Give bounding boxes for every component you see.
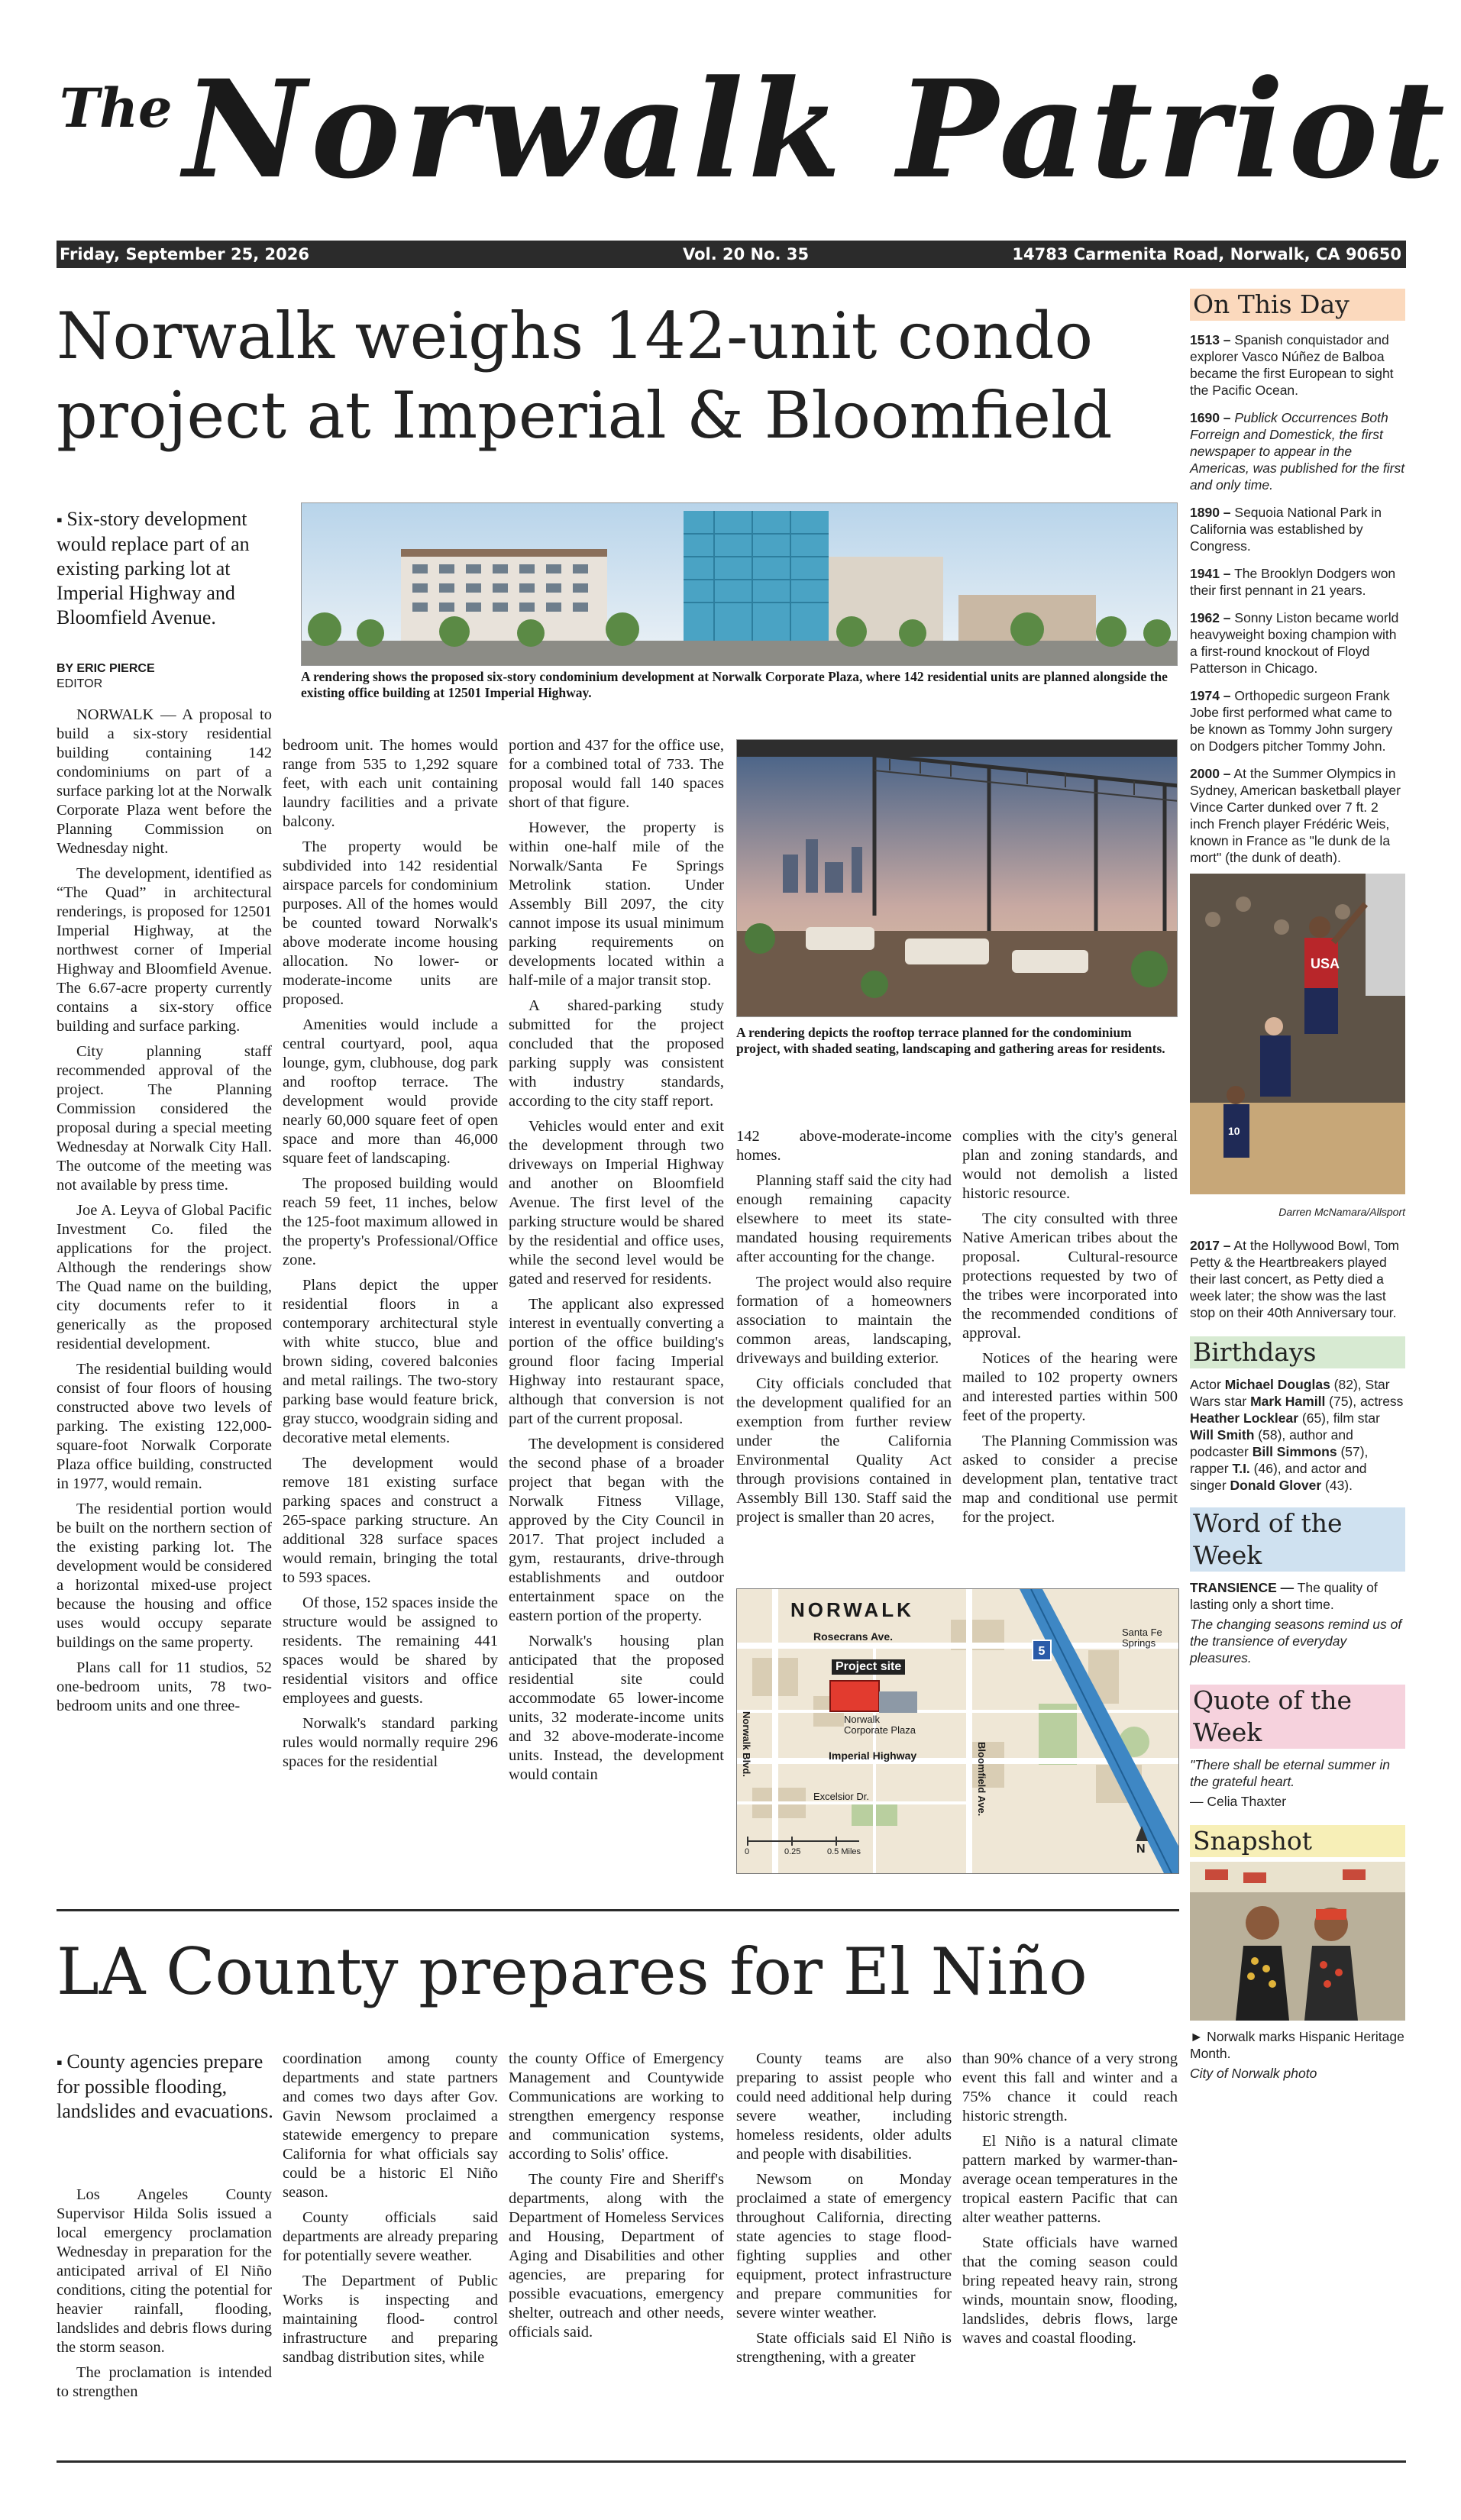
masthead-title: Norwalk Patriot xyxy=(183,50,1450,208)
map-bloomfield: Bloomfield Ave. xyxy=(976,1742,987,1817)
on-this-day-entry xyxy=(1190,504,1405,554)
entry-text: At the Summer Olympics in Sydney, American basketball player Vince Carter dunked over 7 ft. 2 inch French player Frédéric Weis, known in France as "le dunk de la mort" (the dunk of death). xyxy=(1190,766,1401,865)
entry-year: 1513 – xyxy=(1190,332,1231,347)
paragraph: Notices of the hearing were mailed to 102 property owners and interested parties within 500 feet of the property. xyxy=(962,1350,1178,1424)
map-excelsior: Excelsior Dr. xyxy=(813,1791,869,1802)
paragraph: The project would also require formation of a homeowners association to maintain the common areas, landscaping, driveways and building exterior. xyxy=(736,1274,952,1367)
map-title: NORWALK xyxy=(790,1598,914,1621)
story2-col4 xyxy=(736,2050,952,2373)
map-plaza: Norwalk Corporate Plaza xyxy=(844,1714,916,1736)
paragraph: County teams are also preparing to assist people who could need additional help during severe weather, including homeless residents, older adults and people with disabilities. xyxy=(736,2050,952,2163)
birthday-name: Bill Simmons xyxy=(1252,1444,1337,1459)
dateline-volume: Vol. 20 No. 35 xyxy=(683,245,810,263)
paragraph: The residential building would consist of four floors of housing constructed above two levels of parking. The existing 122,000-square-foot Norwalk Corporate Plaza office building, constructed in 1977, would remain. xyxy=(57,1361,272,1492)
entry-year: 1962 – xyxy=(1190,610,1231,625)
story1-col2 xyxy=(283,736,498,1778)
byline-title: EDITOR xyxy=(57,677,103,690)
snapshot-caption: ► Norwalk marks Hispanic Heritage Month. xyxy=(1190,2029,1404,2061)
map-scale-0: 0 xyxy=(745,1847,750,1856)
paragraph: Plans depict the upper residential floors in a contemporary architectural style with white stucco, blue and brown siding, covered balconies and metal railings. The two-story parking base would feature brick, gray stucco, woodgrain siding and decorative metal elements. xyxy=(283,1277,498,1446)
svg-text:10: 10 xyxy=(1228,1125,1240,1137)
map-freeway-shield: 5 xyxy=(1032,1640,1052,1661)
birthdays-text-part: (58), author and podcaster xyxy=(1190,1427,1353,1459)
paragraph: Norwalk's housing plan anticipated that the proposed residential site could accommodate 65 lower-income units, 32 moderate-income units and 32 above-moderate-income units. Instead, the development would contain xyxy=(509,1633,724,1783)
paragraph: The applicant also expressed interest in eventually converting a portion of the office building's ground floor facing Imperial Highway into restaurant space, although that conversion is not part of the current proposal. xyxy=(509,1296,724,1427)
story1-deck: ▪ Six-story development would replace part of an existing parking lot at Imperial Highway and Bloomfield Avenue. xyxy=(57,507,278,630)
entry-text: Spanish conquistador and explorer Vasco Núñez de Balboa became the first European to sight the Pacific Ocean. xyxy=(1190,332,1394,398)
entry-year: 1941 – xyxy=(1190,566,1231,581)
paragraph: The Planning Commission was asked to consider a precise development plan, tentative tract map and conditional use permit for the project. xyxy=(962,1433,1178,1526)
entry-text: The Brooklyn Dodgers won their first pennant in 21 years. xyxy=(1190,566,1396,598)
masthead xyxy=(53,46,1450,229)
paragraph: Newsom on Monday proclaimed a state of emergency throughout California, directing state agencies to stage flood-fighting supplies and other equipment, protect infrastructure and prepare communities for severe winter weather. xyxy=(736,2171,952,2321)
paragraph: The Department of Public Works is inspecting and maintaining flood- control infrastructure and preparing sandbag distribution sites, while xyxy=(283,2273,498,2366)
paragraph: portion and 437 for the office use, for a combined total of 733. The proposal would fall 140 spaces short of that figure. xyxy=(509,737,724,811)
paragraph: State officials said El Niño is strengthening, with a greater xyxy=(736,2330,952,2366)
entry-year: 1690 – xyxy=(1190,410,1231,425)
paragraph: Norwalk's standard parking rules would normally require 296 spaces for the residential xyxy=(283,1715,498,1770)
entry-text: Publick Occurrences Both Forreign and Domestick, the first newspaper to appear in the Americas, was published for the first and only time. xyxy=(1190,410,1405,493)
story1-headline: Norwalk weighs 142-unit condo project at Imperial & Bloomfield xyxy=(57,299,1113,453)
entry-year: 1974 – xyxy=(1190,688,1231,703)
birthdays-text-part: (75), actress xyxy=(1325,1394,1404,1409)
paragraph: Amenities would include a central courtyard, pool, aqua lounge, gym, clubhouse, dog park and rooftop terrace. The development would provide nearly 60,000 square feet of open space and more than 46,000 square feet of landscaping. xyxy=(283,1016,498,1167)
birthdays-text-part: (46), and actor and singer xyxy=(1190,1461,1367,1493)
terrace-caption: A rendering depicts the rooftop terrace planned for the condominium project, with shaded seating, landscaping and gathering areas for residents. xyxy=(736,1025,1165,1056)
photo-credit: Darren McNamara/Allsport xyxy=(1278,1206,1405,1218)
map-scale-1: 0.25 xyxy=(784,1847,801,1856)
paragraph: The development, identified as “The Quad” in architectural renderings, is proposed for 12501 Imperial Highway, at the northwest corner of Imperial Highway and Bloomfield Avenue. The 6.67-acre property currently contains a six-story office building and surface parking. xyxy=(57,865,272,1035)
story2-col3 xyxy=(509,2050,724,2348)
paragraph: Of those, 152 spaces inside the structure would be assigned to residents. The remaining 441 spaces would be shared by residential visitors and office employees and guests. xyxy=(283,1594,498,1707)
entry-text: Sequoia National Park in California was established by Congress. xyxy=(1190,505,1382,554)
quote-author: — Celia Thaxter xyxy=(1190,1794,1287,1809)
byline-name: BY ERIC PIERCE xyxy=(57,662,155,675)
bottom-rule xyxy=(57,2460,1406,2463)
on-this-day-heading: On This Day xyxy=(1190,289,1405,321)
paragraph: State officials have warned that the coming season could bring repeated heavy rain, strong winds, mountain snow, flooding, landslides, debris flows, large waves and coastal flooding. xyxy=(962,2234,1178,2347)
paragraph: coordination among county departments and state partners and comes two days after Gov. Gavin Newsom proclaimed a statewide emergency to prepare California for what officials say could be a historic El Niño season. xyxy=(283,2050,498,2201)
birthday-name: Mark Hamill xyxy=(1250,1394,1326,1409)
map-scale-2: 0.5 Miles xyxy=(827,1847,861,1856)
quote-text: "There shall be eternal summer in the grateful heart. xyxy=(1190,1757,1391,1789)
paragraph: The residential portion would be built on the northern section of the existing parking lot. The development would be considered a horizontal mixed-use project because the housing and office uses would occupy separate buildings on the same property. xyxy=(57,1501,272,1651)
birthday-name: Michael Douglas xyxy=(1224,1377,1330,1392)
on-this-day-entry xyxy=(1190,609,1405,677)
story1-col3 xyxy=(509,736,724,1791)
paragraph: City planning staff recommended approval of the project. The Planning Commission considered the proposal during a special meeting Wednesday at Norwalk City Hall. The outcome of the meeting was not available by press time. xyxy=(57,1043,272,1194)
on-this-day-entry xyxy=(1190,331,1405,399)
on-this-day-entry-2017 xyxy=(1190,1237,1405,1321)
paragraph: However, the property is within one-half mile of the Norwalk/Santa Fe Springs Metrolink station. Under Assembly Bill 2097, the city cannot impose its usual minimum parking requirements on developments located within a half-mile of a major transit stop. xyxy=(509,819,724,989)
birthdays-text-part: (82), Star Wars star xyxy=(1190,1377,1390,1409)
basketball-photo xyxy=(1190,874,1405,1194)
entry-year: 2000 – xyxy=(1190,766,1231,781)
dateline-date: Friday, September 25, 2026 xyxy=(60,245,309,263)
birthdays-text-part: (57), rapper xyxy=(1190,1444,1369,1476)
word-definition xyxy=(1190,1579,1405,1613)
birthdays-text-part: (65), film star xyxy=(1298,1410,1380,1426)
on-this-day-entry xyxy=(1190,409,1405,493)
map-norwalk-blvd: Norwalk Blvd. xyxy=(741,1711,752,1777)
story2-headline: LA County prepares for El Niño xyxy=(57,1934,1088,2009)
word-heading: Word of the Week xyxy=(1190,1507,1405,1572)
story2-col5 xyxy=(962,2050,1178,2354)
word-meaning: The quality of lasting only a short time. xyxy=(1190,1580,1378,1612)
on-this-day-entry xyxy=(1190,565,1405,599)
paragraph: than 90% chance of a very strong event this fall and winter and a 75% chance it could reach historic strength. xyxy=(962,2050,1178,2124)
birthday-name: T.I. xyxy=(1232,1461,1250,1476)
rooftop-terrace-image xyxy=(736,739,1178,1017)
paragraph: A shared-parking study submitted for the project concluded that the proposed parking supply was consistent with industry standards, according to the city staff report. xyxy=(509,997,724,1110)
paragraph: Joe A. Leyva of Global Pacific Investment Co. filed the applications for the project. Although the renderings show The Quad name on the building, city documents refer to it generically as the proposed residential development. xyxy=(57,1202,272,1352)
story-divider xyxy=(57,1909,1179,1911)
story1-col1 xyxy=(57,706,272,1722)
birthdays-text-part: (43). xyxy=(1321,1478,1353,1493)
map-imperial: Imperial Highway xyxy=(829,1749,917,1762)
entry-year: 1890 – xyxy=(1190,505,1231,520)
paragraph: NORWALK — A proposal to build a six-story residential building containing 142 condominiums on part of a surface parking lot at the Norwalk Corporate Plaza went before the Planning Commission on Wednesday night. xyxy=(57,706,272,857)
map-santa-fe: Santa Fe Springs xyxy=(1122,1627,1162,1649)
paragraph: 142 above-moderate-income homes. xyxy=(736,1128,952,1164)
story2-col2 xyxy=(283,2050,498,2373)
paragraph: The development would remove 181 existing surface parking spaces and construct a 265-space parking structure. An additional 328 surface spaces would remain, bringing the total to 593 spaces. xyxy=(283,1455,498,1586)
story1-byline xyxy=(57,661,278,692)
map-rosecrans: Rosecrans Ave. xyxy=(813,1630,894,1643)
location-map xyxy=(736,1588,1179,1874)
entry-text: Sonny Liston became world heavyweight boxing champion with a first-round knockout of Floyd Patterson in Chicago. xyxy=(1190,610,1399,676)
on-this-day-list xyxy=(1190,331,1405,866)
dateline-bar xyxy=(57,241,1406,268)
entry-year: 2017 – xyxy=(1190,1238,1231,1253)
rendering-caption: A rendering shows the proposed six-story condominium development at Norwalk Corporate Plaza, where 142 residential units are planned alongside the existing office building at 12501 Imperial Highway. xyxy=(301,669,1168,700)
snapshot-heading: Snapshot xyxy=(1190,1825,1405,1857)
birthday-name: Will Smith xyxy=(1190,1427,1255,1443)
word-term: TRANSIENCE — xyxy=(1190,1580,1295,1595)
paragraph: Los Angeles County Supervisor Hilda Solis issued a local emergency proclamation Wednesday in preparation for the anticipated arrival of El Niño conditions, citing the potential for heavier rainfall, flooding, landslides and debris flows during the storm season. xyxy=(57,2186,272,2356)
paragraph: Plans call for 11 studios, 52 one-bedroom units, 78 two-bedroom units and one three- xyxy=(57,1659,272,1714)
story1-col5 xyxy=(962,1127,1178,1533)
sidebar xyxy=(1190,289,1405,2082)
paragraph: The proclamation is intended to strengthen xyxy=(57,2364,272,2400)
word-example: The changing seasons remind us of the transience of everyday pleasures. xyxy=(1190,1617,1402,1665)
masthead-the: The xyxy=(60,76,173,140)
entry-text: Orthopedic surgeon Frank Jobe first performed what came to be known as Tommy John surgery on Dodgers pitcher Tommy John. xyxy=(1190,688,1393,754)
snapshot-credit: City of Norwalk photo xyxy=(1190,2066,1317,2081)
svg-text:USA: USA xyxy=(1311,956,1340,971)
paragraph: The development is considered the second phase of a broader project that began with the Norwalk Fitness Village, approved by the City Council in 2017. That project included a gym, restaurants, drive-through establishments and outdoor entertainment space on the eastern portion of the property. xyxy=(509,1436,724,1624)
birthday-name: Donald Glover xyxy=(1230,1478,1322,1493)
map-project-site: Project site xyxy=(832,1659,905,1675)
birthday-name: Heather Locklear xyxy=(1190,1410,1299,1426)
paragraph: bedroom unit. The homes would range from 535 to 1,292 square feet, with each unit containing laundry facilities and a private balcony. xyxy=(283,737,498,830)
paragraph: The city consulted with three Native American tribes about the proposal. Cultural-resource protections requested by two of the tribes were incorporated into the recommended conditions of approval. xyxy=(962,1210,1178,1342)
paragraph: Planning staff said the city had enough remaining capacity elsewhere to meet its state-mandated housing requirements after accounting for the change. xyxy=(736,1172,952,1265)
entry-text: At the Hollywood Bowl, Tom Petty & the Heartbreakers played their last concert, as Petty died a week later; the show was the last stop on their 40th Anniversary tour. xyxy=(1190,1238,1400,1320)
dateline-address: 14783 Carmenita Road, Norwalk, CA 90650 xyxy=(1012,245,1401,263)
quote-heading: Quote of the Week xyxy=(1190,1685,1405,1749)
story2-col1 xyxy=(57,2186,272,2408)
paragraph: City officials concluded that the development qualified for an exemption from further review under the California Environmental Quality Act through provisions contained in Assembly Bill 130. Staff said the project is smaller than 20 acres, xyxy=(736,1375,952,1526)
paragraph: the county Office of Emergency Management and Countywide Communications are working to strengthen emergency response and communication systems, according to Solis' office. xyxy=(509,2050,724,2163)
paragraph: The proposed building would reach 59 feet, 11 inches, below the 125-foot maximum allowed in the property's Professional/Office zone. xyxy=(283,1175,498,1268)
paragraph: County officials said departments are already preparing for potentially severe weather. xyxy=(283,2209,498,2264)
birthdays-text-part: Actor xyxy=(1190,1377,1225,1392)
paragraph: complies with the city's general plan and zoning standards, and would not demolish a listed historic resource. xyxy=(962,1128,1178,1202)
paragraph: The property would be subdivided into 142 residential airspace parcels for condominium purposes. All of the homes would be counted toward Norwalk's above moderate income housing allocation. No lower- or moderate-income units are proposed. xyxy=(283,838,498,1008)
paragraph: El Niño is a natural climate pattern marked by warmer-than-average ocean temperatures in the tropical eastern Pacific that can alter weather patterns. xyxy=(962,2133,1178,2226)
snapshot-photo xyxy=(1190,1862,1405,2021)
map-north-arrow: N xyxy=(1136,1843,1146,1856)
birthdays-heading: Birthdays xyxy=(1190,1336,1405,1368)
paragraph: Vehicles would enter and exit the development through two driveways on Imperial Highway and another on Bloomfield Avenue. The first level of the parking structure would be shared by the residential and office uses, while the second level would be gated and reserved for residents. xyxy=(509,1118,724,1287)
on-this-day-entry xyxy=(1190,765,1405,866)
condo-rendering-image xyxy=(301,502,1178,666)
on-this-day-entry xyxy=(1190,687,1405,754)
paragraph: The county Fire and Sheriff's departments, along with the Department of Homeless Services and Housing, Department of Aging and Disabilities and other agencies, are preparing for possible evacuations, emergency shelter, outreach and other needs, officials said. xyxy=(509,2171,724,2341)
story1-col4 xyxy=(736,1127,952,1533)
story2-deck: ▪ County agencies prepare for possible flooding, landslides and evacuations. xyxy=(57,2050,278,2124)
birthdays-text xyxy=(1190,1376,1405,1494)
